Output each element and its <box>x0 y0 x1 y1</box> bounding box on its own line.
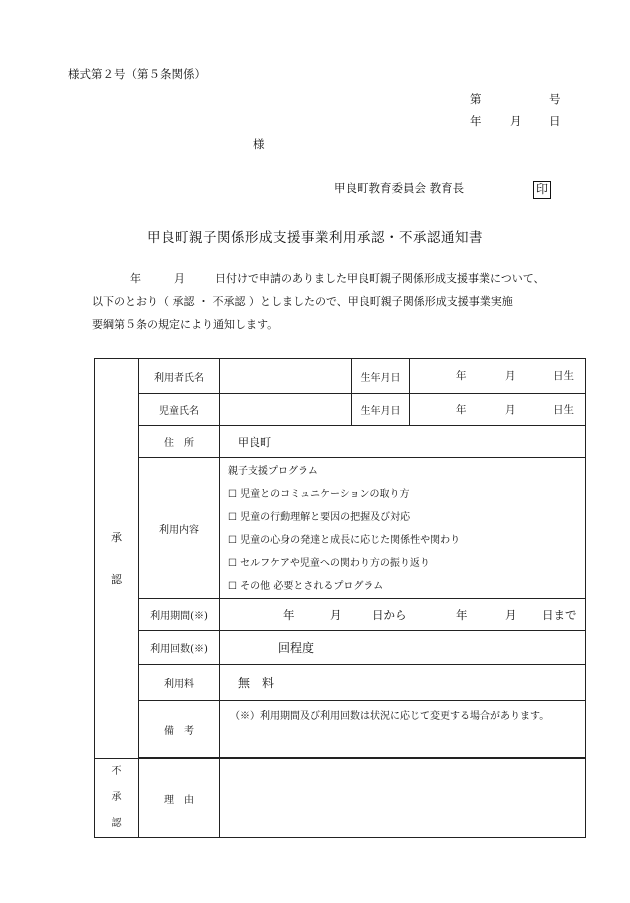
user-birthdate-label: 生年月日 <box>352 359 410 394</box>
content-label: 利用内容 <box>139 458 220 599</box>
document-number-suffix: 号 <box>549 92 561 106</box>
approval-section-label: 承 認 <box>95 359 139 759</box>
body-line-2: 以下のとおり（ 承認 ・ 不承認 ）としましたので、甲良町親子関係形成支援事業実施 <box>92 295 513 308</box>
date-day: 日 <box>549 114 561 128</box>
body-line-3: 要綱第５条の規定により通知します。 <box>92 318 279 331</box>
fee-label: 利用料 <box>139 665 220 701</box>
user-birthdate-field[interactable]: 年 月 日生 <box>410 359 586 394</box>
form-number: 様式第２号（第５条関係） <box>68 67 206 81</box>
child-name-label: 児童氏名 <box>139 394 220 426</box>
issuer-name: 甲良町教育委員会 教育長 <box>334 181 465 195</box>
body-month: 月 <box>174 272 185 285</box>
remarks-field[interactable]: （※）利用期間及び利用回数は状況に応じて変更する場合があります。 <box>220 701 586 758</box>
date-month: 月 <box>510 114 522 128</box>
body-line-1: 日付けで申請のありました甲良町親子関係形成支援事業について、 <box>215 272 545 285</box>
period-field[interactable]: 年 月 日から 年 月 日まで <box>220 599 586 631</box>
page-title: 甲良町親子関係形成支援事業利用承認・不承認通知書 <box>147 230 483 246</box>
period-label: 利用期間(※) <box>139 599 220 631</box>
fee-value: 無 料 <box>220 665 586 701</box>
count-label: 利用回数(※) <box>139 631 220 665</box>
date-year: 年 <box>470 114 482 128</box>
approval-form-table <box>94 358 586 838</box>
reason-label: 理 由 <box>139 759 220 838</box>
address-label: 住 所 <box>139 426 220 458</box>
user-name-field[interactable] <box>220 359 352 394</box>
rejection-section-label: 不 承 認 <box>95 759 139 838</box>
body-year: 年 <box>130 272 141 285</box>
content-item-communication[interactable]: ☐ 児童とのコミュニケーションの取り方 <box>228 489 410 500</box>
content-item-heading: 親子支援プログラム <box>228 466 318 477</box>
child-birthdate-label: 生年月日 <box>352 394 410 426</box>
remarks-label: 備 考 <box>139 701 220 758</box>
addressee-honorific: 様 <box>253 137 265 151</box>
child-name-field[interactable] <box>220 394 352 426</box>
content-item-behavior[interactable]: ☐ 児童の行動理解と要因の把握及び対応 <box>228 512 411 523</box>
seal-mark: 印 <box>533 178 551 199</box>
child-birthdate-field[interactable]: 年 月 日生 <box>410 394 586 426</box>
document-number-prefix: 第 <box>470 92 482 106</box>
content-options[interactable] <box>220 458 586 599</box>
content-item-selfcare[interactable]: ☐ セルフケアや児童への関わり方の振り返り <box>228 558 430 569</box>
user-name-label: 利用者氏名 <box>139 359 220 394</box>
address-field[interactable]: 甲良町 <box>220 426 586 458</box>
content-item-development[interactable]: ☐ 児童の心身の発達と成長に応じた関係性や関わり <box>228 535 461 546</box>
reason-field[interactable] <box>220 759 586 838</box>
count-field[interactable]: 回程度 <box>220 631 586 665</box>
content-item-other[interactable]: ☐ その他 必要とされるプログラム <box>228 581 384 592</box>
